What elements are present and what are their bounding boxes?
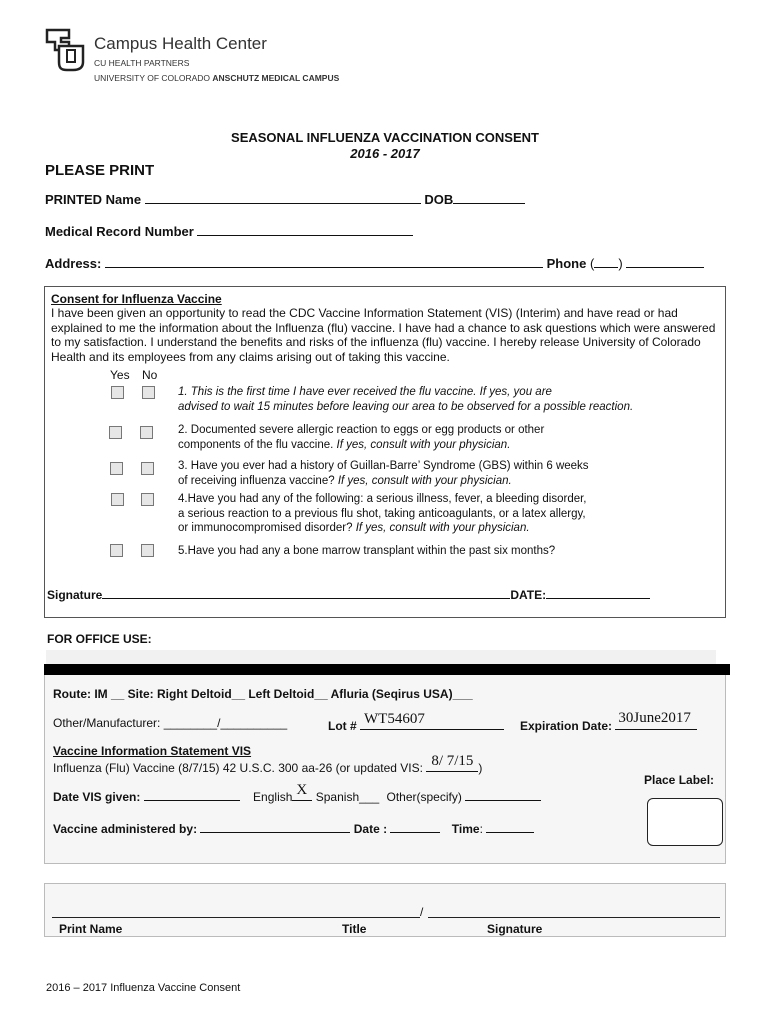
expiration-row: Expiration Date: 30June2017 — [520, 716, 697, 733]
bottom-slash: / — [420, 905, 424, 919]
print-name-label: Print Name — [59, 922, 123, 936]
yes-header: Yes — [110, 368, 130, 382]
date-vis-field[interactable] — [144, 800, 240, 801]
q4-yes-checkbox[interactable] — [111, 493, 124, 506]
expiration-value: 30June2017 — [618, 710, 691, 726]
phone-field[interactable] — [626, 267, 704, 268]
org-sub1: CU HEALTH PARTNERS — [94, 58, 190, 68]
lot-value: WT54607 — [364, 711, 425, 727]
consent-heading: Consent for Influenza Vaccine — [51, 292, 222, 306]
phone-area-field[interactable] — [594, 267, 618, 268]
signature-field[interactable] — [102, 598, 510, 599]
form-year: 2016 - 2017 — [350, 146, 420, 161]
q2-yes-checkbox[interactable] — [109, 426, 122, 439]
address-field[interactable] — [105, 267, 543, 268]
vis-heading: Vaccine Information Statement VIS — [53, 744, 252, 758]
route-line: Route: IM __ Site: Right Deltoid__ Left Deltoid__ Afluria (Seqirus USA)___ — [53, 687, 473, 701]
question-4: 4.Have you had any of the following: a serious illness, fever, a bleeding disorder, a serious reaction to a previous flu shot, taking anticoagulants, or a latex allergy, or immunocompromised disorder? If yes, consult with your physician. — [178, 493, 587, 534]
question-5: 5.Have you had any a bone marrow transplant within the past six months? — [178, 545, 556, 557]
other-language-field[interactable] — [465, 800, 541, 801]
q3-no-checkbox[interactable] — [141, 462, 154, 475]
printed-name-row: PRINTED Name DOB — [45, 192, 525, 207]
q5-no-checkbox[interactable] — [141, 544, 154, 557]
black-divider — [44, 664, 730, 675]
other-manufacturer: Other/Manufacturer: ________/__________ — [53, 716, 288, 730]
q4-no-checkbox[interactable] — [141, 493, 154, 506]
admin-time-field[interactable] — [486, 832, 534, 833]
no-header: No — [142, 368, 158, 382]
admin-date-field[interactable] — [390, 832, 440, 833]
place-label-box — [647, 798, 723, 846]
q3-yes-checkbox[interactable] — [110, 462, 123, 475]
english-mark: X — [296, 782, 308, 798]
printed-name-field[interactable] — [145, 203, 421, 204]
bottom-box — [44, 883, 726, 937]
bottom-line-right[interactable] — [428, 917, 720, 918]
office-gray-panel — [46, 650, 716, 664]
dob-field[interactable] — [453, 203, 525, 204]
signature-row: Signature DATE: — [47, 588, 650, 602]
please-print: PLEASE PRINT — [45, 162, 155, 179]
expiration-field[interactable] — [615, 710, 697, 730]
question-3: 3. Have you ever had a history of Guillan-Barre’ Syndrome (GBS) within 6 weeks of receiving influenza vaccine? If yes, consult with your physician. — [178, 460, 589, 487]
administered-by-field[interactable] — [200, 832, 350, 833]
vis-date-value: 8/ 7/15 — [431, 753, 474, 769]
lot-row: Lot # WT54607 — [328, 716, 504, 733]
address-row: Address: Phone ( ) — [45, 256, 704, 271]
q1-yes-checkbox[interactable] — [111, 386, 124, 399]
consent-body: I have been given an opportunity to read the CDC Vaccine Information Statement (VIS) (Interim) and have read or had explained to me the information about the Influenza (flu) vaccine. I have had a chance to ask questions which were answered to my satisfaction. I understand the benefits and risks of the influenza (flu) vaccine. I hereby release University of Colorado Health and its employees from any claims arising out of taking this vaccine. — [51, 306, 716, 364]
org-sub2: UNIVERSITY OF COLORADO ANSCHUTZ MEDICAL CAMPUS — [94, 73, 340, 83]
footer-text: 2016 – 2017 Influenza Vaccine Consent — [46, 982, 241, 994]
cu-logo — [45, 28, 85, 72]
bottom-signature-label: Signature — [487, 922, 543, 936]
mrn-row: Medical Record Number — [45, 224, 413, 239]
question-2: 2. Documented severe allergic reaction to eggs or egg products or other components of the flu vaccine. If yes, consult with your physician. — [178, 424, 545, 451]
q2-no-checkbox[interactable] — [140, 426, 153, 439]
signature-date-field[interactable] — [546, 598, 650, 599]
title-label: Title — [342, 922, 367, 936]
date-vis-row: Date VIS given: English X Spanish___ Other(specify) — [53, 787, 541, 804]
form-title: SEASONAL INFLUENZA VACCINATION CONSENT — [231, 130, 539, 145]
administered-row: Vaccine administered by: Date : Time: — [53, 822, 534, 836]
office-use-heading: FOR OFFICE USE: — [47, 632, 152, 646]
place-label-text: Place Label: — [644, 773, 715, 787]
q1-no-checkbox[interactable] — [142, 386, 155, 399]
english-field[interactable] — [292, 782, 312, 801]
org-name: Campus Health Center — [94, 34, 267, 53]
vis-row: Influenza (Flu) Vaccine (8/7/15) 42 U.S.C. 300 aa-26 (or updated VIS: 8/ 7/15 ) — [53, 753, 483, 775]
vis-date-field[interactable] — [426, 753, 478, 772]
q5-yes-checkbox[interactable] — [110, 544, 123, 557]
mrn-field[interactable] — [197, 235, 413, 236]
bottom-line-left[interactable] — [52, 917, 420, 918]
question-1: 1. This is the first time I have ever received the flu vaccine. If yes, you are advised to wait 15 minutes before leaving our area to be observed for a possible reaction. — [178, 386, 634, 413]
